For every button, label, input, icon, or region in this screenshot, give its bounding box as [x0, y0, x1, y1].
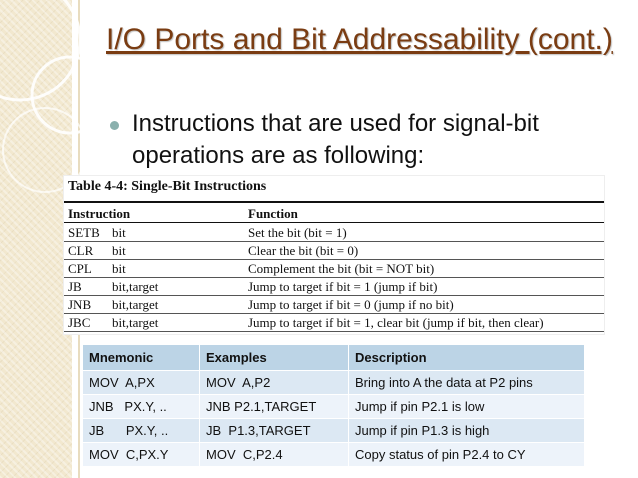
- instruction-mnemonic: SETB: [68, 225, 100, 240]
- column-header-function: Function: [248, 206, 298, 221]
- instruction-function: Jump to target if bit = 1, clear bit (jump if bit, then clear): [248, 315, 544, 330]
- column-header-mnemonic: Mnemonic: [83, 345, 200, 371]
- example-cell: MOV A,P2: [200, 371, 349, 395]
- instruction-operand: bit,target: [112, 315, 159, 330]
- instruction-mnemonic: JB: [68, 279, 82, 294]
- mnemonic-cell: JB PX.Y, ..: [83, 419, 200, 443]
- instruction-operand: bit,target: [112, 279, 159, 294]
- mnemonic-cell: MOV A,PX: [83, 371, 200, 395]
- slide-title: I/O Ports and Bit Addressability (cont.): [106, 23, 613, 56]
- instruction-operand: bit: [112, 243, 126, 258]
- description-cell: Copy status of pin P2.4 to CY: [349, 443, 585, 467]
- table-row: [64, 224, 604, 242]
- example-cell: MOV C,P2.4: [200, 443, 349, 467]
- bullet-dot-icon: [110, 121, 119, 130]
- example-cell: JB P1.3,TARGET: [200, 419, 349, 443]
- description-cell: Jump if pin P2.1 is low: [349, 395, 585, 419]
- instruction-operand: bit: [112, 261, 126, 276]
- column-header-description: Description: [349, 345, 585, 371]
- table-row: [64, 314, 604, 332]
- instruction-operand: bit: [112, 225, 126, 240]
- port-examples-table: [82, 344, 585, 467]
- instruction-mnemonic: CPL: [68, 261, 92, 276]
- instruction-mnemonic: JNB: [68, 297, 92, 312]
- example-cell: JNB P2.1,TARGET: [200, 395, 349, 419]
- table-row: [83, 443, 585, 467]
- bullet-text: Instructions that are used for signal-bit operations are as following:: [132, 110, 539, 169]
- table-row: [64, 260, 604, 278]
- table-header-row: [83, 345, 585, 371]
- column-header-instruction: Instruction: [68, 206, 131, 221]
- table-row: [64, 296, 604, 314]
- table-header-rule: [64, 222, 604, 223]
- table-row: [83, 371, 585, 395]
- description-cell: Jump if pin P1.3 is high: [349, 419, 585, 443]
- instruction-mnemonic: CLR: [68, 243, 94, 258]
- table-row: [64, 278, 604, 296]
- table-row: [64, 242, 604, 260]
- instruction-mnemonic: JBC: [68, 315, 91, 330]
- mnemonic-cell: JNB PX.Y, ..: [83, 395, 200, 419]
- column-header-examples: Examples: [200, 345, 349, 371]
- instruction-function: Jump to target if bit = 1 (jump if bit): [248, 279, 438, 294]
- table-caption: Table 4-4: Single-Bit Instructions: [68, 179, 267, 194]
- instruction-function: Clear the bit (bit = 0): [248, 243, 359, 258]
- table-top-rule: [64, 201, 604, 203]
- instruction-function: Set the bit (bit = 1): [248, 225, 347, 240]
- mnemonic-cell: MOV C,PX.Y: [83, 443, 200, 467]
- table-row: [83, 419, 585, 443]
- description-cell: Bring into A the data at P2 pins: [349, 371, 585, 395]
- bullet-item: [110, 108, 630, 172]
- instruction-function: Complement the bit (bit = NOT bit): [248, 261, 435, 276]
- instruction-function: Jump to target if bit = 0 (jump if no bit): [248, 297, 454, 312]
- table-row: [83, 395, 585, 419]
- single-bit-instructions-table: [64, 176, 604, 334]
- instruction-operand: bit,target: [112, 297, 159, 312]
